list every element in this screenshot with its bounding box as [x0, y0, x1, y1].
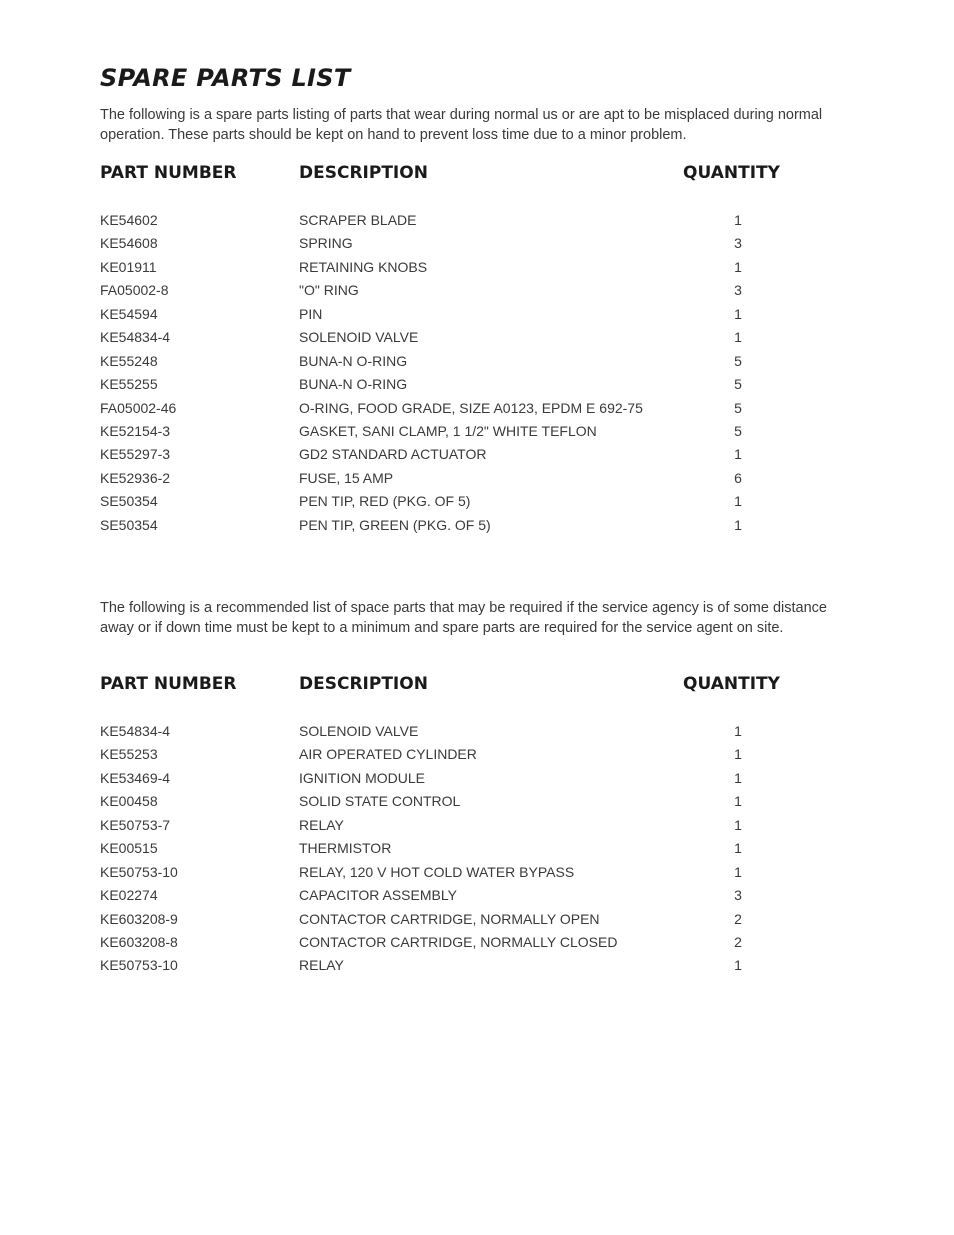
quantity-cell: 1 — [734, 516, 742, 533]
description-cell: CONTACTOR CARTRIDGE, NORMALLY CLOSED — [299, 933, 618, 950]
part-number-cell: KE54602 — [100, 212, 158, 228]
quantity-cell: 3 — [734, 235, 742, 252]
quantity-cell: 1 — [734, 769, 742, 786]
quantity-cell: 1 — [734, 793, 742, 810]
description-cell: CONTACTOR CARTRIDGE, NORMALLY OPEN — [299, 910, 600, 927]
table-row — [0, 421, 954, 444]
table-row — [0, 815, 954, 838]
quantity-cell: 1 — [734, 746, 742, 763]
part-number-cell: KE54834-4 — [100, 329, 171, 346]
section2-header-quantity: QUANTITY — [683, 674, 780, 694]
part-number-cell: KE603208-9 — [100, 910, 178, 927]
part-number-cell: KE54594 — [100, 305, 158, 322]
part-number-cell: KE02274 — [100, 887, 158, 904]
page-title: SPARE PARTS LIST — [100, 64, 351, 92]
quantity-cell: 1 — [734, 816, 742, 833]
quantity-cell: 1 — [734, 258, 742, 275]
description-cell: GASKET, SANI CLAMP, 1 1/2" WHITE TEFLON — [299, 422, 597, 439]
description-cell: RELAY — [299, 816, 344, 833]
quantity-cell: 2 — [734, 910, 742, 927]
quantity-cell: 1 — [734, 305, 742, 322]
section2-table-header — [0, 674, 954, 698]
section1-header-description: DESCRIPTION — [299, 163, 428, 183]
part-number-cell: KE50753-7 — [100, 816, 171, 833]
table-row — [0, 327, 954, 350]
quantity-cell: 3 — [734, 887, 742, 904]
section1-header-part-number: PART NUMBER — [100, 163, 237, 183]
description-cell: RELAY — [299, 957, 344, 974]
description-cell: THERMISTOR — [299, 840, 392, 857]
description-cell: SOLENOID VALVE — [299, 329, 419, 346]
table-row — [0, 468, 954, 491]
table-row — [0, 257, 954, 280]
description-cell: RELAY, 120 V HOT COLD WATER BYPASS — [299, 863, 575, 880]
part-number-cell: KE52154-3 — [100, 422, 171, 439]
part-number-cell: KE01911 — [100, 258, 157, 275]
section1-table-header — [0, 163, 954, 187]
quantity-cell: 1 — [734, 446, 742, 463]
description-cell: SOLENOID VALVE — [299, 723, 419, 739]
description-cell: IGNITION MODULE — [299, 769, 426, 786]
part-number-cell: KE50753-10 — [100, 957, 178, 974]
section1-header-quantity: QUANTITY — [683, 163, 780, 183]
description-cell: RETAINING KNOBS — [299, 258, 428, 275]
part-number-cell: KE00458 — [100, 793, 158, 810]
part-number-cell: SE50354 — [100, 493, 158, 510]
quantity-cell: 5 — [734, 422, 742, 439]
table-row — [0, 909, 954, 932]
part-number-cell: SE50354 — [100, 516, 158, 533]
description-cell: CAPACITOR ASSEMBLY — [299, 887, 457, 904]
table-row — [0, 491, 954, 514]
table-row — [0, 932, 954, 955]
description-cell: PEN TIP, RED (PKG. OF 5) — [299, 493, 471, 510]
part-number-cell: KE55297-3 — [100, 446, 171, 463]
table-row — [0, 233, 954, 256]
description-cell: SCRAPER BLADE — [299, 212, 417, 228]
description-cell: SOLID STATE CONTROL — [299, 793, 461, 810]
table-row — [0, 721, 954, 744]
table-row — [0, 444, 954, 467]
table-row — [0, 862, 954, 885]
description-cell: FUSE, 15 AMP — [299, 469, 394, 486]
quantity-cell: 1 — [734, 493, 742, 510]
description-cell: AIR OPERATED CYLINDER — [299, 746, 477, 763]
part-number-cell: KE55255 — [100, 376, 158, 393]
part-number-cell: KE50753-10 — [100, 863, 178, 880]
table-row — [0, 955, 954, 978]
part-number-cell: KE54608 — [100, 235, 158, 252]
quantity-cell: 3 — [734, 282, 742, 299]
table-row — [0, 351, 954, 374]
part-number-cell: FA05002-8 — [100, 282, 169, 299]
table-row — [0, 374, 954, 397]
part-number-cell: KE55253 — [100, 746, 158, 763]
table-row — [0, 885, 954, 908]
part-number-cell: KE55248 — [100, 352, 158, 369]
section2-parts-list — [0, 721, 954, 979]
quantity-cell: 5 — [734, 399, 742, 416]
section2-header-part-number: PART NUMBER — [100, 674, 237, 694]
part-number-cell: KE54834-4 — [100, 723, 171, 739]
quantity-cell: 5 — [734, 352, 742, 369]
table-row — [0, 210, 954, 233]
part-number-cell: FA05002-46 — [100, 399, 177, 416]
quantity-cell: 6 — [734, 469, 742, 486]
quantity-cell: 1 — [734, 329, 742, 346]
table-row — [0, 768, 954, 791]
table-row — [0, 791, 954, 814]
table-row — [0, 838, 954, 861]
table-row — [0, 304, 954, 327]
description-cell: PIN — [299, 305, 323, 322]
section1-intro: The following is a spare parts listing of parts that wear during normal us or are apt to be misplaced during normal operation. These parts should be kept on hand to prevent loss time due to a minor problem. — [100, 107, 823, 143]
description-cell: BUNA-N O-RING — [299, 352, 408, 369]
quantity-cell: 5 — [734, 376, 742, 393]
table-row — [0, 515, 954, 538]
quantity-cell: 1 — [734, 840, 742, 857]
description-cell: BUNA-N O-RING — [299, 376, 408, 393]
part-number-cell: KE00515 — [100, 840, 158, 857]
table-row — [0, 280, 954, 303]
quantity-cell: 1 — [734, 212, 742, 228]
section1-parts-list — [0, 210, 954, 538]
part-number-cell: KE603208-8 — [100, 933, 178, 950]
part-number-cell: KE53469-4 — [100, 769, 171, 786]
quantity-cell: 1 — [734, 957, 742, 974]
quantity-cell: 2 — [734, 933, 742, 950]
part-number-cell: KE52936-2 — [100, 469, 171, 486]
quantity-cell: 1 — [734, 723, 742, 739]
description-cell: SPRING — [299, 235, 353, 252]
section2-intro: The following is a recommended list of space parts that may be required if the service agency is of some distance away or if down time must be kept to a minimum and spare parts are required for the service agent on site. — [100, 600, 827, 636]
table-row — [0, 398, 954, 421]
description-cell: O-RING, FOOD GRADE, SIZE A0123, EPDM E 692-75 — [299, 399, 643, 416]
description-cell: PEN TIP, GREEN (PKG. OF 5) — [299, 516, 491, 533]
description-cell: GD2 STANDARD ACTUATOR — [299, 446, 487, 463]
table-row — [0, 744, 954, 767]
description-cell: "O" RING — [299, 282, 359, 299]
quantity-cell: 1 — [734, 863, 742, 880]
section2-header-description: DESCRIPTION — [299, 674, 428, 694]
